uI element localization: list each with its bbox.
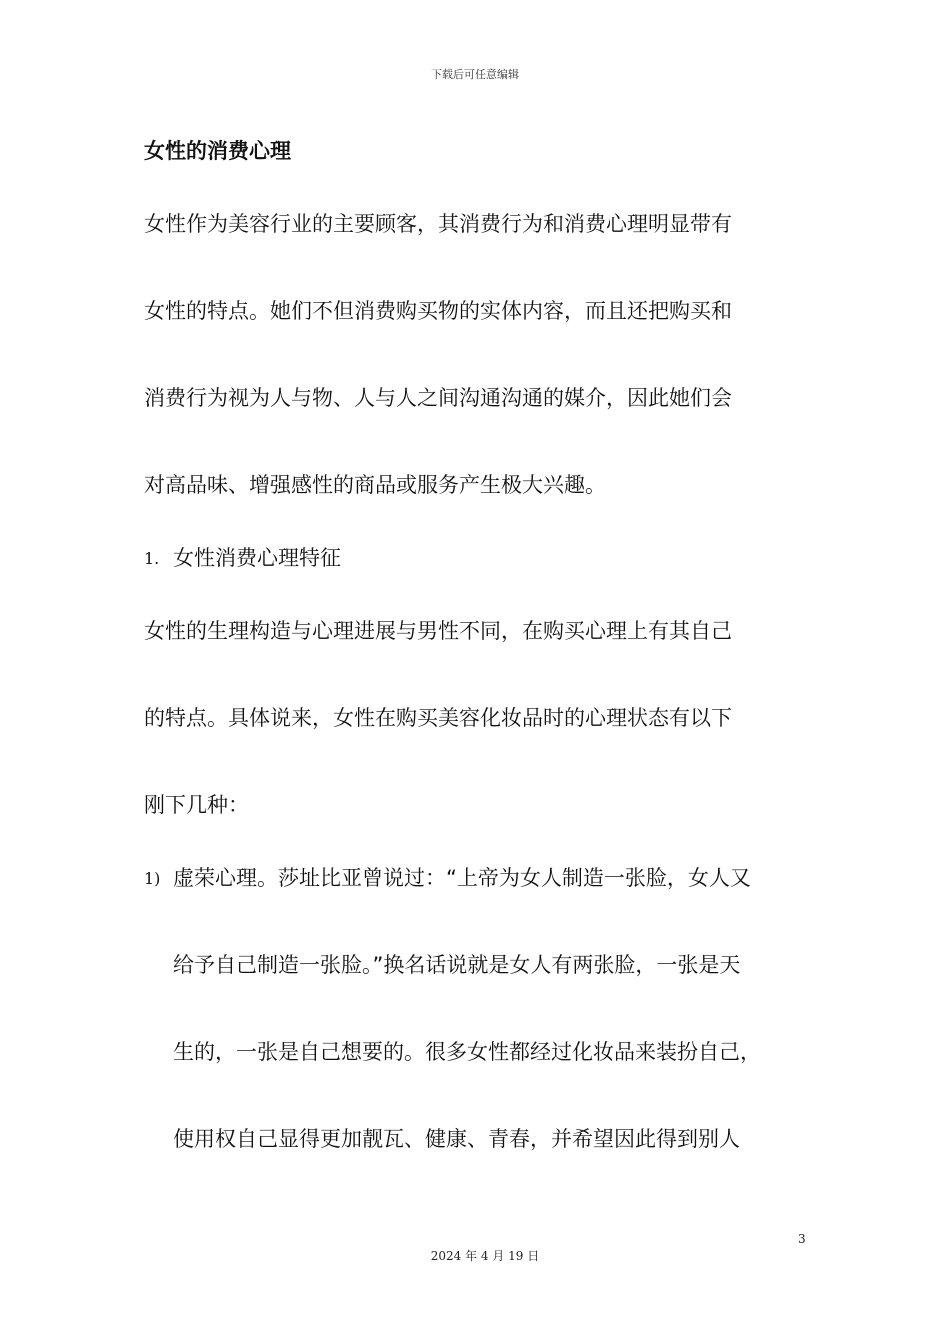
- section-number: 1.: [144, 549, 160, 568]
- list-item-marker: 1): [144, 869, 161, 888]
- intro-line-4: 对高品味、增强感性的商品或服务产生极大兴趣。: [144, 473, 606, 497]
- footer-date: 2024 年 4 月 19 日: [430, 1249, 540, 1263]
- intro-line-3: 消费行为视为人与物、人与人之间沟通沟通的媒介，因此她们会: [144, 386, 732, 410]
- page-number: 3: [798, 1232, 806, 1246]
- intro-line-1: 女性作为美容行业的主要顾客，其消费行为和消费心理明显带有: [144, 212, 732, 236]
- section-heading: 女性消费心理特征: [173, 546, 341, 570]
- section-line-1: 女性的生理构造与心理进展与男性不同，在购买心理上有其自己: [144, 619, 732, 643]
- section-line-3: 刚下几种：: [144, 793, 249, 817]
- intro-line-2: 女性的特点。她们不但消费购买物的实体内容，而且还把购买和: [144, 299, 732, 323]
- document-title: 女性的消费心理: [144, 139, 291, 163]
- header-note: 下载后可任意编辑: [431, 68, 519, 81]
- list-item-line-3: 生的，一张是自己想要的。很多女性都经过化妆品来装扮自己，: [173, 1040, 761, 1064]
- section-line-2: 的特点。具体说来，女性在购买美容化妆品时的心理状态有以下: [144, 706, 732, 730]
- list-item-line-1: 虚荣心理。莎址比亚曾说过：“上帝为女人制造一张脸，女人又: [173, 866, 751, 890]
- list-item-line-2: 给予自己制造一张脸。”换名话说就是女人有两张脸，一张是天: [173, 953, 741, 977]
- list-item-line-4: 使用权自己显得更加靓瓦、健康、青春，并希望因此得到别人: [173, 1127, 740, 1151]
